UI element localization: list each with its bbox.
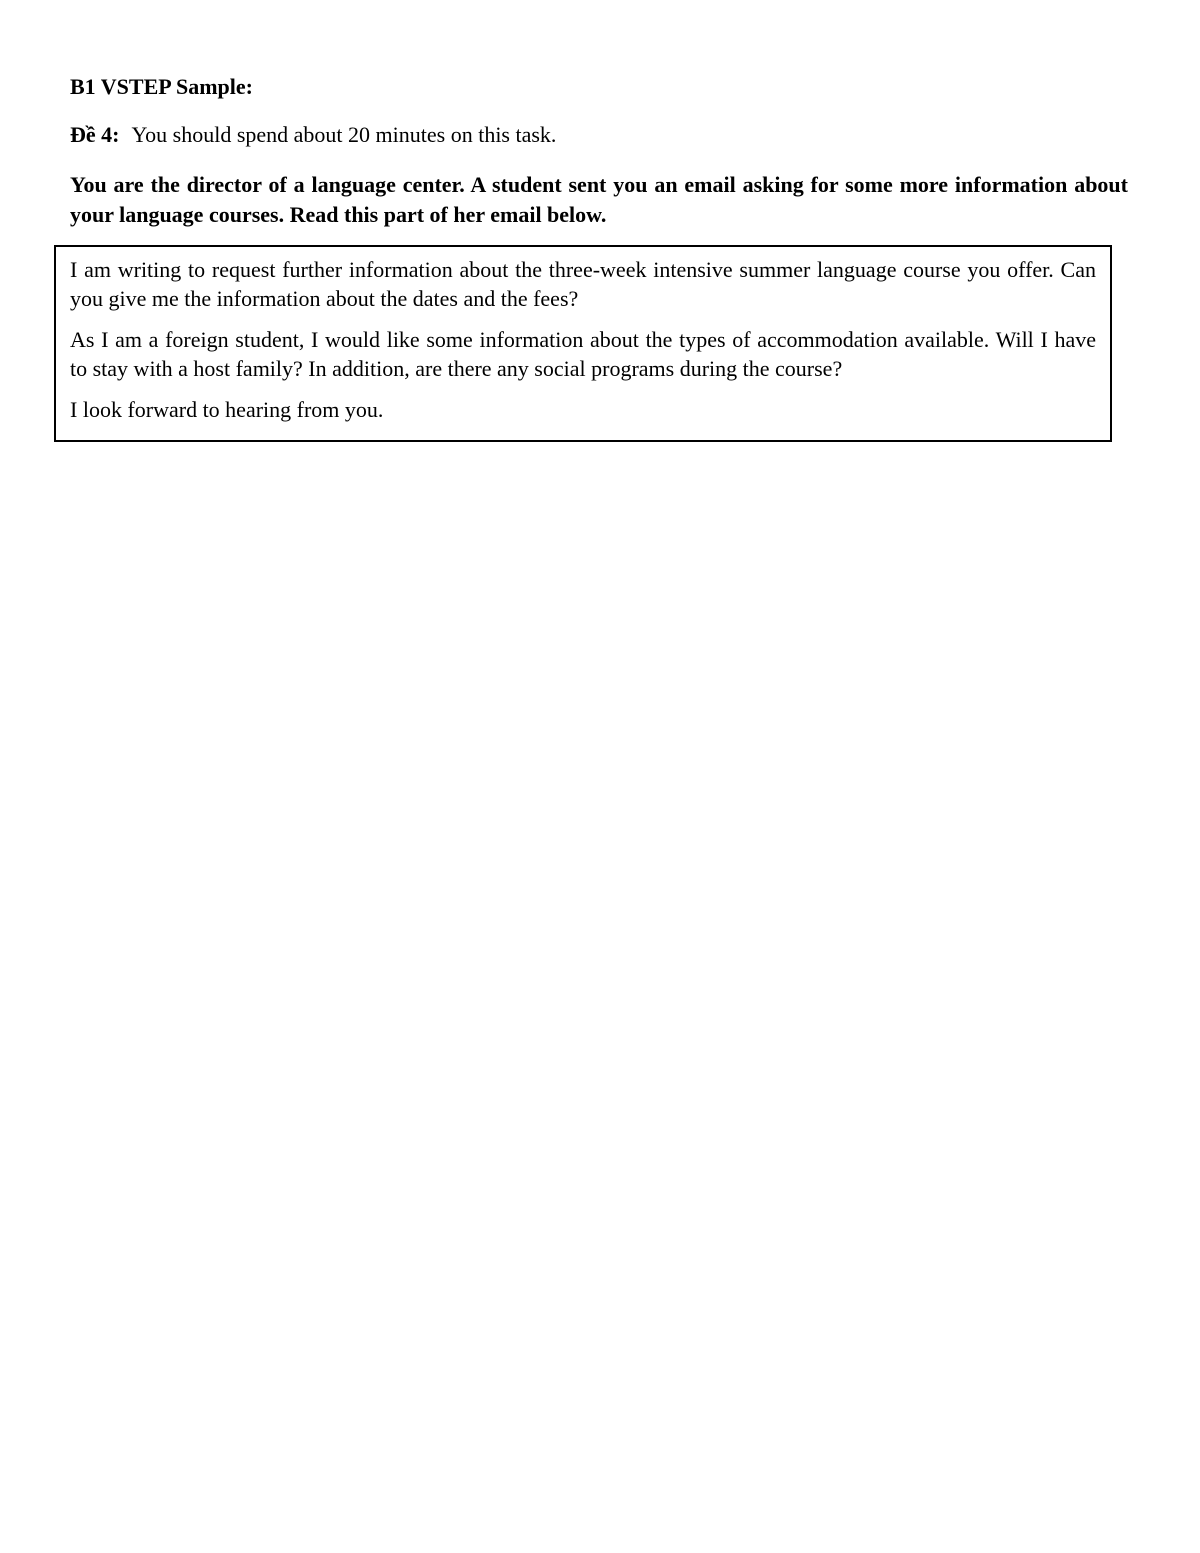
task-instruction-line	[70, 121, 556, 149]
task-label: Đề 4:	[70, 122, 120, 147]
email-paragraph-3: I look forward to hearing from you.	[70, 397, 384, 422]
document-heading: B1 VSTEP Sample:	[70, 74, 253, 99]
task-instruction: You should spend about 20 minutes on this task.	[131, 122, 557, 147]
email-excerpt-box	[54, 245, 1112, 442]
email-paragraph-1: I am writing to request further information about the three-week intensive summer language course you offer. Can you give me the information about the dates and the fees?	[70, 257, 1096, 311]
email-paragraph-2: As I am a foreign student, I would like some information about the types of accommodation available. Will I have to stay with a host family? In addition, are there any social programs during the course?	[70, 327, 1096, 381]
task-prompt: You are the director of a language center. A student sent you an email asking for some more information about your language courses. Read this part of her email below.	[70, 172, 1128, 227]
email-excerpt-content	[70, 255, 1096, 436]
